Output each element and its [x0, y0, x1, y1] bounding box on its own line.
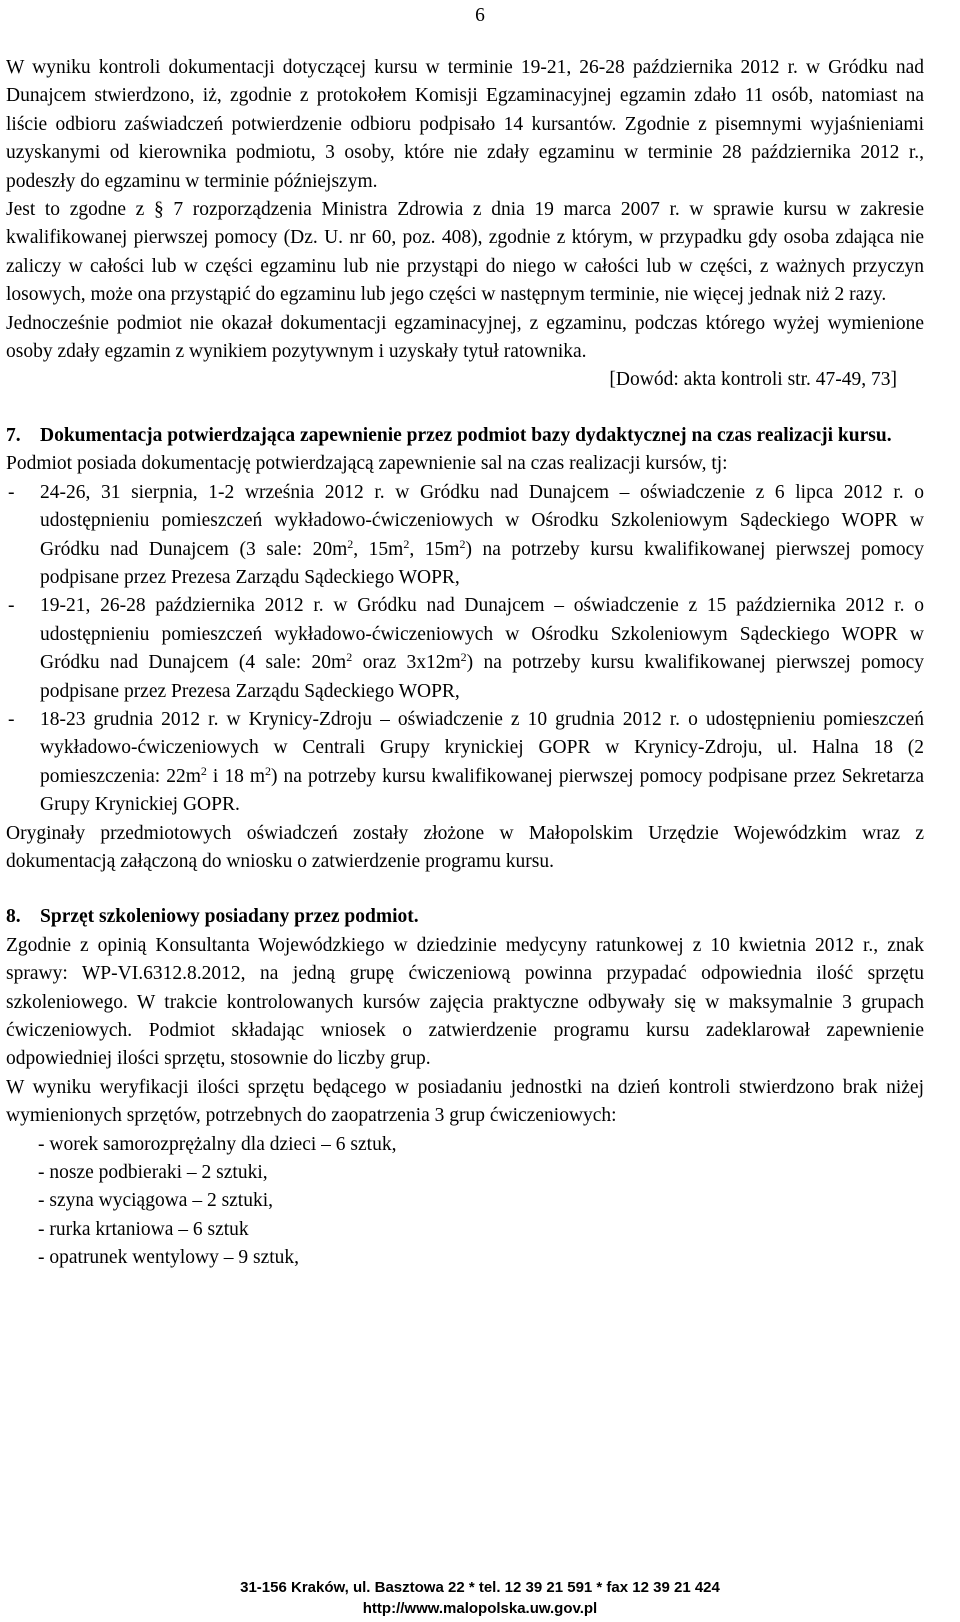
- section-7-heading: [6, 422, 924, 450]
- footer-address: 31-156 Kraków, ul. Basztowa 22 * tel. 12 39 21 591 * fax 12 39 21 424: [240, 1579, 720, 1596]
- list-item: - nosze podbieraki – 2 sztuki,: [38, 1162, 268, 1184]
- paragraph-regulation: Jest to zgodne z § 7 rozporządzenia Ministra Zdrowia z dnia 19 marca 2007 r. w sprawie kursu w zakresie kwalifikowanej pierwszej pomocy (Dz. U. nr 60, poz. 408), zgodnie z którym, w przypadku gdy osoba zdająca nie zaliczy w całości lub w części egzaminu lub nie przystąpi do niego w całości lub w części, z ważnych przyczyn losowych, może ona przystąpić do egzaminu lub jego części w następnym terminie, nie więcej jednak niż 2 razy.: [6, 199, 924, 306]
- list-item: [6, 592, 924, 706]
- document-body: [6, 54, 924, 1273]
- section-7-closing: Oryginały przedmiotowych oświadczeń zostały złożone w Małopolskim Urzędzie Wojewódzkim wraz z dokumentacją załączoną do wniosku o zatwierdzenie programu kursu.: [6, 822, 924, 872]
- list-item-text: 19-21, 26-28 października 2012 r. w Gródku nad Dunajcem – oświadczenie z 15 października 2012 r. o udostępnieniu pomieszczeń wykładowo-ćwiczeniowych w Ośrodku Szkoleniowym Sądeckiego WOPR w Gródku nad Dunajcem (4 sale: $20m^2$ oraz $3x12m^2$) na potrzeby kursu kwalifikowanej pierwszej pomocy podpisane przez Prezesa Zarządu Sądeckiego WOPR,: [40, 595, 924, 702]
- paragraph-missing-documentation: Jednocześnie podmiot nie okazał dokumentacji egzaminacyjnej, z egzaminu, podczas którego wyżej wymienione osoby zdały egzamin z wynikiem pozytywnym i uzyskały tytuł ratownika.: [6, 312, 924, 363]
- list-marker: -: [8, 481, 15, 503]
- list-item: - szyna wyciągowa – 2 sztuki,: [38, 1190, 274, 1212]
- list-item-text: 18-23 grudnia 2012 r. w Krynicy-Zdroju – oświadczenie z 10 grudnia 2012 r. o udostępnieniu pomieszczeń wykładowo-ćwiczeniowych w Centrali Grupy krynickiej GOPR w Krynicy-Zdroju, ul. Halna 18 (2 pomieszczenia: $22m^2$ i 18 $m^2$) na potrzeby kursu kwalifikowanej pierwszej pomocy podpisane przez Sekretarza Grupy Krynickiej GOPR.: [40, 708, 924, 816]
- list-item-text: 24-26, 31 sierpnia, 1-2 września 2012 r. w Gródku nad Dunajcem – oświadczenie z 6 lipca 2012 r. o udostępnieniu pomieszczeń wykładowo-ćwiczeniowych w Ośrodku Szkoleniowym Sądeckiego WOPR w Gródku nad Dunajcem (3 sale: $20m^2$, $15m^2$, $15m^2$) na potrzeby kursu kwalifikowanej pierwszej pomocy podpisane przez Prezesa Zarządu Sądeckiego WOPR,: [40, 481, 924, 588]
- paragraph-exam-results: W wyniku kontroli dokumentacji dotyczącej kursu w terminie 19-21, 26-28 października 2012 r. w Gródku nad Dunajcem stwierdzono, iż, zgodnie z protokołem Komisji Egzaminacyjnej egzamin zdało 11 osób, natomiast na liście odbioru zaświadczeń potwierdzenie odbioru podpisało 14 kursantów. Zgodnie z pisemnymi wyjaśnieniami uzyskanymi od kierownika podmiotu, 3 osoby, które nie zdały egzaminu w terminie 28 października 2012 r., podeszły do egzaminu w terminie późniejszym.: [6, 57, 924, 192]
- section-8-paragraph-verification: W wyniku weryfikacji ilości sprzętu będącego w posiadaniu jednostki na dzień kontroli stwierdzono brak niżej wymienionych sprzętów, potrzebnych do zaopatrzenia 3 grup ćwiczeniowych:: [6, 1076, 924, 1127]
- page-number: 6: [475, 5, 485, 26]
- missing-equipment-list: [6, 1131, 924, 1273]
- section-8-heading: [6, 903, 924, 931]
- list-marker: -: [8, 708, 15, 730]
- list-item: - rurka krtaniowa – 6 sztuk: [38, 1218, 249, 1240]
- section-8-title: Sprzęt szkoleniowy posiadany przez podmiot.: [40, 906, 419, 928]
- list-item: [6, 479, 924, 593]
- section-8-number: 8.: [6, 906, 21, 928]
- list-item: [6, 706, 924, 820]
- section-7-number: 7.: [6, 424, 21, 446]
- section-7-intro: Podmiot posiada dokumentację potwierdzającą zapewnienie sal na czas realizacji kursów, tj:: [6, 453, 728, 475]
- list-marker: -: [8, 595, 15, 617]
- list-item: - opatrunek wentylowy – 9 sztuk,: [38, 1247, 300, 1269]
- list-item: - worek samorozprężalny dla dzieci – 6 sztuk,: [38, 1133, 397, 1155]
- page-footer: [0, 1577, 960, 1619]
- evidence-reference: [Dowód: akta kontroli str. 47-49, 73]: [609, 369, 897, 391]
- section-8-paragraph-opinion: Zgodnie z opinią Konsultanta Wojewódzkiego w dziedzinie medycyny ratunkowej z 10 kwietnia 2012 r., znak sprawy: WP-VI.6312.8.2012, na jedną grupę ćwiczeniową powinna przypadać odpowiednia ilość sprzętu szkoleniowego. W trakcie kontrolowanych kursów zajęcia praktyczne odbywały się w maksymalnie 3 grupach ćwiczeniowych. Podmiot składając wniosek o zatwierdzenie programu kursu zadeklarował zapewnienie odpowiedniej ilości sprzętu, stosownie do liczby grup.: [6, 934, 924, 1070]
- section-7-title: Dokumentacja potwierdzająca zapewnienie przez podmiot bazy dydaktycznej na czas realizacji kursu.: [40, 424, 892, 446]
- footer-url: http://www.malopolska.uw.gov.pl: [362, 1600, 598, 1617]
- section-7-list: [6, 479, 924, 820]
